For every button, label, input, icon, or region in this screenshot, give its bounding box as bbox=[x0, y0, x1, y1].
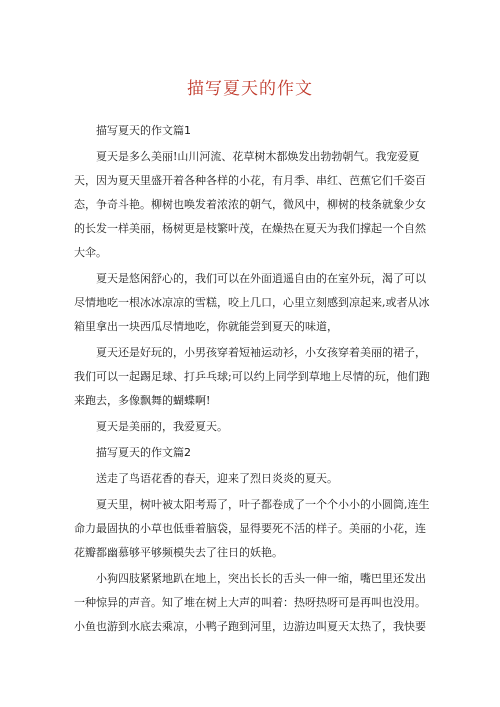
paragraph: 夏天是美丽的，我爱夏天。 bbox=[96, 420, 228, 433]
paragraph: 送走了鸟语花香的春天，迎来了烈日炎炎的夏天。 bbox=[96, 472, 338, 485]
paragraph: 小狗四肢紧紧地趴在地上，突出长长的舌头一伸一缩，嘴巴里还发出一种惊异的声音。知了堆在树上大声的叫着：热呀热呀可是再叫也没用。小鱼也游到水底去乘凉，小鸭子跑到河里，边游边叫夏天太热了，我快要 bbox=[74, 572, 426, 633]
document-title: 描写夏天的作文 bbox=[187, 79, 313, 99]
section-heading-1: 描写夏天的作文篇1 bbox=[96, 124, 191, 137]
paragraph: 夏天里，树叶被太阳考焉了，叶子都卷成了一个个小小的小圆筒,连生命力最固执的小草也低垂着脑袋，显得要死不活的样子。美丽的小花，连花瓣都幽慕够平够频模失去了往日的妖艳。 bbox=[74, 498, 430, 559]
paragraph: 夏天是悠闲舒心的，我们可以在外面逍遥自由的在室外玩，渴了可以尽情地吃一根冰冰凉凉的雪糕，咬上几口，心里立刻感到凉起来,或者从冰箱里拿出一块西瓜尽情地吃，你就能尝到夏天的味道， bbox=[74, 272, 430, 333]
document-body bbox=[74, 119, 434, 641]
paragraph: 夏天还是好玩的，小男孩穿着短袖运动衫，小女孩穿着美丽的裙子，我们可以一起踢足球、打乒乓球;可以约上同学到草地上尽情的玩，他们跑来跑去，多像飘舞的蝴蝶啊! bbox=[74, 346, 430, 407]
paragraph: 夏天是多么美丽!山川河流、花草树木都焕发出勃勃朝气。我宠爱夏天，因为夏天里盛开着各种各样的小花，有月季、串红、芭蕉它们千姿百态，争奇斗艳。柳树也唤发着浓浓的朝气，微风中，柳树的枝条就象少女的长发一样美丽，杨树更是枝繁叶茂，在燥热在夏天为我们撑起一个自然大伞。 bbox=[74, 150, 426, 259]
section-heading-2: 描写夏天的作文篇2 bbox=[96, 446, 191, 459]
